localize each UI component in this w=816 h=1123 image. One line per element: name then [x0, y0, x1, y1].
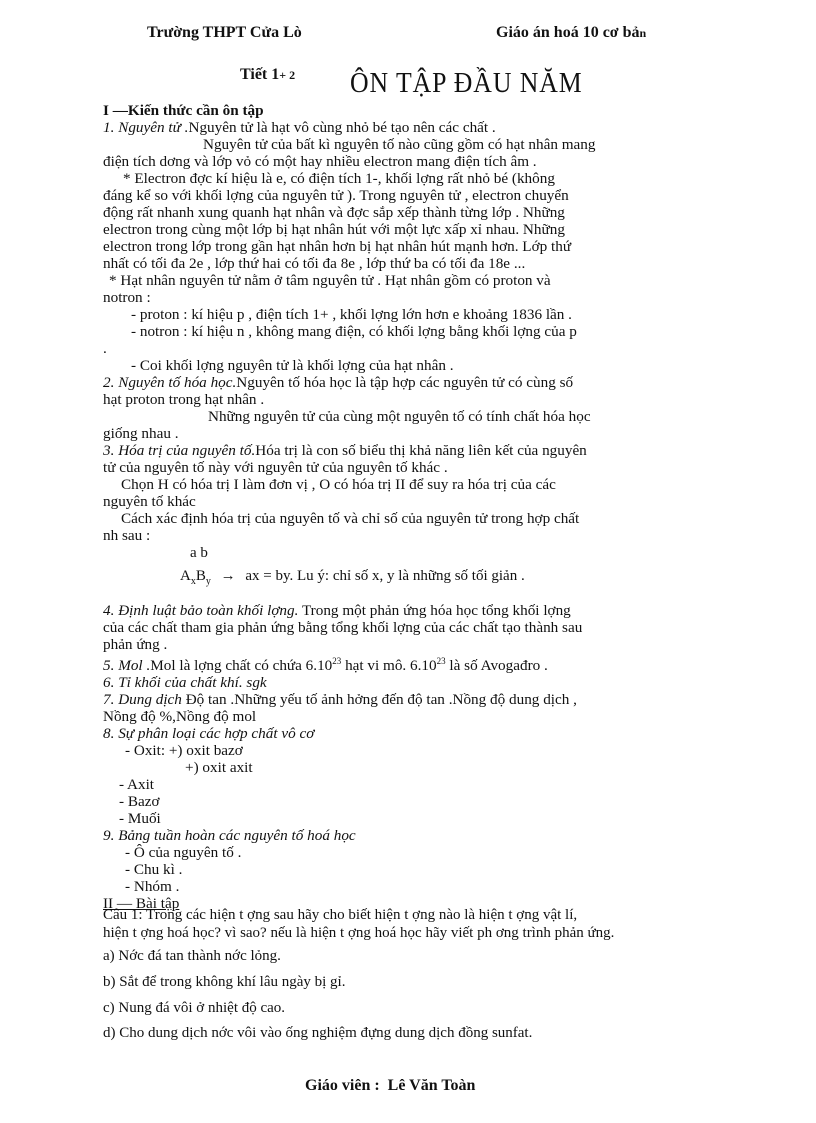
- text-line: notron :: [103, 289, 151, 306]
- text-line: - Ô của nguyên tố .: [125, 844, 242, 862]
- text-line: 9. Bảng tuần hoàn các nguyên tố hoá học: [103, 827, 356, 845]
- text-line: 3. Hóa trị của nguyên tố.Hóa trị là con số biểu thị khả năng liên kết của nguyên: [103, 442, 587, 459]
- text-line: đáng kể so với khối lợng của nguyên tử ). Trong nguyên tử , electron chuyển: [103, 187, 569, 204]
- text-line: điện tích dơng và lớp vỏ có một hay nhiều electron mang điện tích âm .: [103, 153, 537, 170]
- text-line: * Hạt nhân nguyên tử nằm ở tâm nguyên tử . Hạt nhân gồm có proton và: [109, 272, 551, 289]
- page-title: ÔN TẬP ĐẦU NĂM: [350, 68, 583, 99]
- text-line: nh sau :: [103, 527, 151, 544]
- exercise-option-b: b) Sắt để trong không khí lâu ngày bị gỉ.: [103, 974, 346, 990]
- text-line: - notron : kí hiệu n , không mang điện, có khối lợng bằng khối lợng của p: [131, 323, 577, 340]
- text-line: - Nhóm .: [125, 878, 180, 896]
- text-line: electron trong cùng một lớp bị hạt nhân hút với một lực xấp xỉ nhau. Những: [103, 221, 565, 238]
- text-line: 1. Nguyên tử .Nguyên tử là hạt vô cùng nhỏ bé tạo nên các chất .: [103, 119, 496, 136]
- knowledge-section: [103, 102, 728, 544]
- text-line: 7. Dung dịch Độ tan .Những yếu tố ảnh hởng đến độ tan .Nồng độ dung dịch ,: [103, 691, 577, 709]
- exercise-question: Câu 1: Trong các hiện t ợng sau hãy cho biết hiện t ợng nào là hiện t ợng vật lí,: [103, 907, 578, 923]
- text-line: Cách xác định hóa trị của nguyên tố và chỉ số của nguyên tử trong hợp chất: [121, 510, 580, 527]
- text-line: giống nhau .: [103, 425, 179, 442]
- text-line: - Oxit: +) oxit bazơ: [125, 742, 243, 760]
- text-line: 6. Tỉ khối của chất khí. sgk: [103, 674, 267, 692]
- text-line: động rất nhanh xung quanh hạt nhân và đợc sắp xếp thành từng lớp . Những: [103, 204, 565, 221]
- text-line: - Coi khối lợng nguyên tử là khối lợng của hạt nhân .: [131, 357, 454, 374]
- text-line: Nguyên tử của bất kì nguyên tố nào cũng gồm có hạt nhân mang: [203, 136, 596, 153]
- text-line: hạt proton trong hạt nhân .: [103, 391, 265, 408]
- arrow-icon: →: [220, 568, 236, 584]
- lesson-number: Tiết 1+ 2: [240, 66, 296, 83]
- text-line: nguyên tố khác: [103, 493, 196, 510]
- text-line: - Bazơ: [119, 793, 160, 811]
- section1-heading: I —Kiến thức cần ôn tập: [103, 102, 264, 119]
- knowledge-section-continued: [103, 602, 728, 912]
- header-subject: Giáo án hoá 10 cơ bản: [496, 24, 647, 41]
- exercise-question: hiện t ợng hoá học? vì sao? nếu là hiện t ợng hoá học hãy viết ph ơng trình phản ứng.: [103, 925, 615, 941]
- text-line: Chọn H có hóa trị I làm đơn vị , O có hóa trị II để suy ra hóa trị của các: [121, 476, 556, 493]
- text-line: của các chất tham gia phản ứng bằng tổng khối lợng của các chất tạo thành sau: [103, 619, 583, 636]
- section2-heading: II — Bài tập: [103, 895, 180, 913]
- text-line: - Chu kì .: [125, 861, 183, 879]
- text-line: tử của nguyên tố này với nguyên tử của nguyên tố khác .: [103, 459, 448, 476]
- text-line: electron trong lớp trong gần hạt nhân hơn bị hạt nhân hút mạnh hơn. Lớp thứ: [103, 238, 572, 255]
- formula-top: a b: [190, 545, 208, 561]
- text-line: phản ứng .: [103, 636, 168, 653]
- text-line: Nồng độ %,Nồng độ mol: [103, 708, 257, 726]
- text-line: 2. Nguyên tố hóa học.Nguyên tố hóa học là tập hợp các nguyên tử có cùng số: [103, 374, 574, 391]
- teacher-signature: Giáo viên : Lê Văn Toàn: [305, 1077, 476, 1094]
- exercise-option-d: d) Cho dung dịch nớc vôi vào ống nghiệm đựng dung dịch đồng sunfat.: [103, 1025, 533, 1041]
- text-line: Những nguyên tử của cùng một nguyên tố có tính chất hóa học: [208, 408, 591, 425]
- text-line: - Axit: [119, 776, 155, 794]
- text-line: - proton : kí hiệu p , điện tích 1+ , khối lợng lớn hơn e khoảng 1836 lần .: [131, 306, 572, 323]
- valence-formula: $A_xB_y$ → ax = by. Lu ý: chỉ số x, y là những số tối giản .: [180, 568, 525, 587]
- text-line: 4. Định luật bảo toàn khối lợng. Trong một phản ứng hóa học tổng khối lợng: [103, 602, 571, 619]
- header-school: Trường THPT Cửa Lò: [147, 24, 302, 41]
- text-line: nhất có tối đa 2e , lớp thứ hai có tối đa 8e , lớp thứ ba có tối đa 18e ...: [103, 255, 526, 272]
- text-line: 5. Mol .Mol là lợng chất có chứa 6.10$^{23}$ hạt vi mô. 6.10$^{23}$ là số Avogađro .: [103, 656, 548, 675]
- text-line: +) oxit axit: [185, 759, 253, 777]
- text-line: * Electron đợc kí hiệu là e, có điện tích 1-, khối lợng rất nhỏ bé (không: [123, 170, 555, 187]
- text-line: 8. Sự phân loại các hợp chất vô cơ: [103, 725, 315, 743]
- text-line: .: [103, 340, 107, 357]
- exercise-option-a: a) Nớc đá tan thành nớc lỏng.: [103, 948, 281, 964]
- exercise-option-c: c) Nung đá vôi ở nhiệt độ cao.: [103, 1000, 286, 1016]
- text-line: - Muối: [119, 810, 161, 828]
